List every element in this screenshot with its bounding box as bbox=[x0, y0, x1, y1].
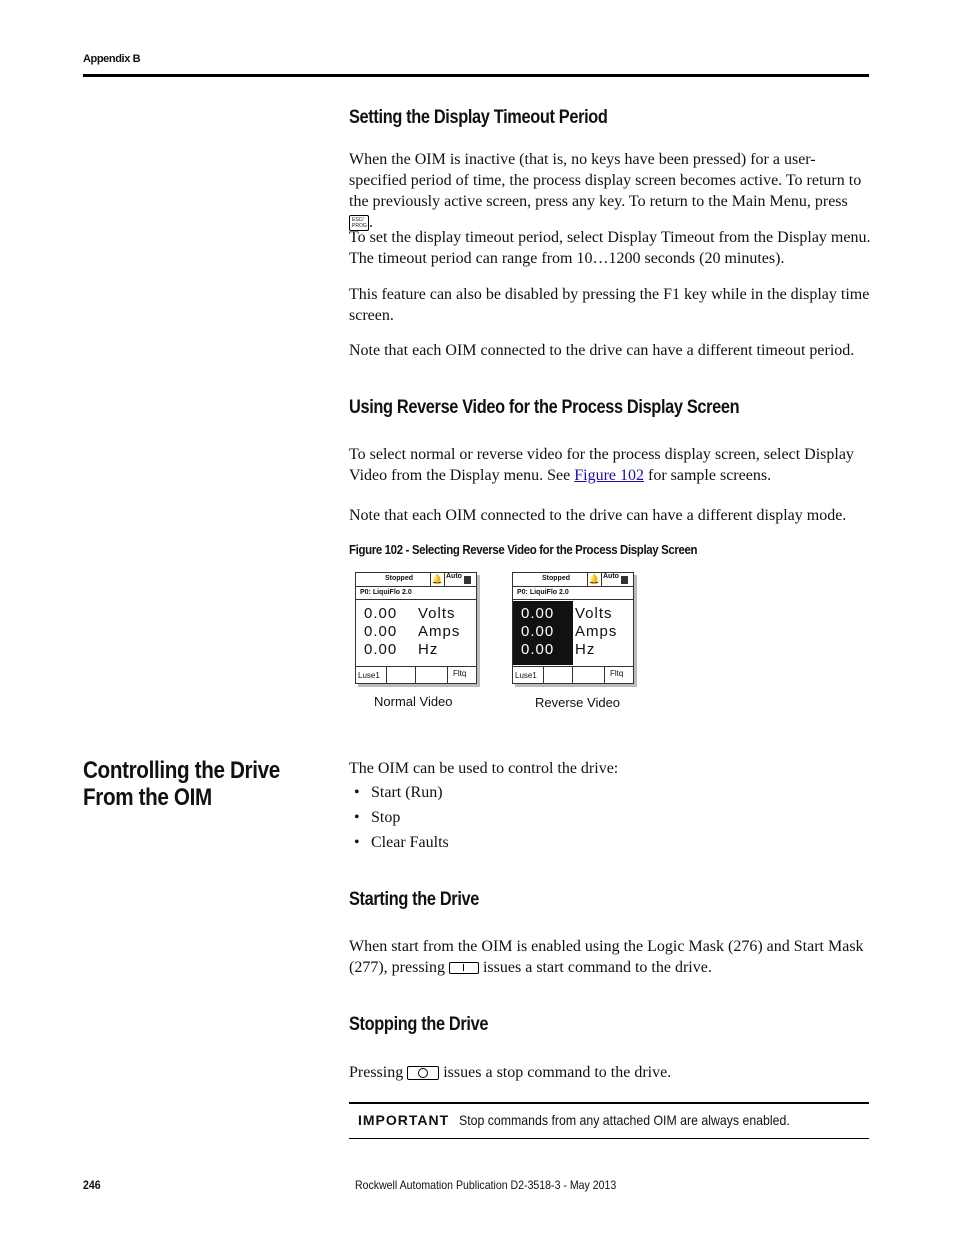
paragraph-timeout-2: To set the display timeout period, select Display Timeout from the Display menu. The timeout period can range from 10…1200 seconds (20 minutes). bbox=[349, 229, 871, 267]
heading-starting-drive: Starting the Drive bbox=[349, 889, 480, 910]
figure-102-link[interactable]: Figure 102 bbox=[574, 467, 644, 484]
heading-display-timeout: Setting the Display Timeout Period bbox=[349, 107, 608, 128]
lock-icon bbox=[621, 576, 628, 584]
esc-prog-key-icon: ESC/ PROG bbox=[349, 215, 369, 231]
oim-value: 0.00 bbox=[364, 605, 398, 622]
oim-values bbox=[356, 601, 416, 665]
oim-values bbox=[513, 601, 573, 665]
oim-unit: Hz bbox=[418, 641, 439, 658]
oim-value: 0.00 bbox=[521, 641, 555, 658]
oim-screen-normal bbox=[355, 572, 477, 684]
oim-unit: Volts bbox=[575, 605, 613, 622]
oim-status-bar bbox=[356, 573, 476, 587]
list-item: • Start (Run) bbox=[349, 782, 871, 807]
oim-status: Stopped bbox=[385, 575, 413, 582]
divider bbox=[386, 667, 416, 684]
oim-mode: Auto bbox=[446, 573, 462, 580]
page-number: 246 bbox=[83, 1178, 101, 1192]
heading-stopping-drive: Stopping the Drive bbox=[349, 1014, 489, 1035]
oim-status: Stopped bbox=[542, 575, 570, 582]
figure-label-normal: Normal Video bbox=[374, 694, 453, 709]
divider bbox=[543, 667, 573, 684]
oim-screen-reverse bbox=[512, 572, 634, 684]
paragraph-stopping-pre: Pressing bbox=[349, 1064, 408, 1081]
header-rule bbox=[83, 74, 869, 77]
important-text: Stop commands from any attached OIM are always enabled. bbox=[459, 1112, 790, 1128]
publication-footer: Rockwell Automation Publication D2-3518-3 - May 2013 bbox=[355, 1178, 617, 1192]
lock-icon bbox=[464, 576, 471, 584]
divider bbox=[604, 667, 605, 684]
divider bbox=[513, 599, 633, 600]
oim-value: 0.00 bbox=[521, 605, 555, 622]
oim-value: 0.00 bbox=[364, 623, 398, 640]
oim-unit: Hz bbox=[575, 641, 596, 658]
bell-icon: 🔔 bbox=[588, 574, 601, 584]
paragraph-reverse-1-pre: To select normal or reverse video for the process display screen, select Display Video from the Display menu. See bbox=[349, 446, 854, 484]
oim-value: 0.00 bbox=[364, 641, 398, 658]
paragraph-stopping-post: issues a stop command to the drive. bbox=[439, 1064, 672, 1081]
oim-units bbox=[573, 601, 631, 665]
important-top-rule bbox=[349, 1102, 869, 1104]
figure-caption: Figure 102 - Selecting Reverse Video for the Process Display Screen bbox=[349, 542, 698, 557]
period: . bbox=[369, 214, 373, 231]
paragraph-timeout-1-text: When the OIM is inactive (that is, no keys have been pressed) for a user-specified period of time, the process display screen becomes active. To return to the previously active screen, press any key. To return to the Main Menu, press bbox=[349, 151, 862, 210]
oim-softkey-right: Fltq bbox=[453, 669, 467, 678]
paragraph-reverse-1-post: for sample screens. bbox=[644, 467, 772, 484]
running-header: Appendix B bbox=[83, 53, 141, 65]
paragraph-controlling-intro: The OIM can be used to control the drive: bbox=[349, 760, 619, 777]
paragraph-reverse-1 bbox=[349, 444, 871, 486]
stop-key-icon bbox=[407, 1066, 439, 1080]
oim-softkey-bar bbox=[356, 666, 476, 684]
oim-units bbox=[416, 601, 474, 665]
oim-status-bar bbox=[513, 573, 633, 587]
oim-unit: Amps bbox=[418, 623, 461, 640]
important-label: IMPORTANT bbox=[358, 1112, 450, 1128]
oim-softkey-left: Luse1 bbox=[515, 671, 537, 680]
list-item: • Stop bbox=[349, 807, 871, 832]
list-item: • Clear Faults bbox=[349, 832, 871, 857]
figure-label-reverse: Reverse Video bbox=[535, 695, 621, 710]
start-key-icon bbox=[449, 962, 479, 974]
paragraph-reverse-2: Note that each OIM connected to the drive can have a different display mode. bbox=[349, 507, 847, 524]
oim-softkey-left: Luse1 bbox=[358, 671, 380, 680]
oim-softkey-right: Fltq bbox=[610, 669, 624, 678]
paragraph-starting-post: issues a start command to the drive. bbox=[478, 959, 712, 976]
bell-icon: 🔔 bbox=[431, 574, 444, 584]
important-bottom-rule bbox=[349, 1138, 869, 1139]
oim-unit: Volts bbox=[418, 605, 456, 622]
paragraph-stopping bbox=[349, 1062, 871, 1083]
oim-param-line: P0: LiquiFlo 2.0 bbox=[517, 589, 569, 596]
control-bullet-list bbox=[349, 782, 871, 857]
oim-param-line: P0: LiquiFlo 2.0 bbox=[360, 589, 412, 596]
oim-value: 0.00 bbox=[521, 623, 555, 640]
paragraph-timeout-3: This feature can also be disabled by pressing the F1 key while in the display time screen. bbox=[349, 286, 870, 324]
paragraph-timeout-1 bbox=[349, 149, 871, 233]
paragraph-timeout-4: Note that each OIM connected to the drive can have a different timeout period. bbox=[349, 342, 855, 359]
oim-softkey-bar bbox=[513, 666, 633, 684]
paragraph-starting bbox=[349, 936, 871, 978]
oim-mode: Auto bbox=[603, 573, 619, 580]
start-key-glyph bbox=[463, 964, 464, 971]
heading-reverse-video: Using Reverse Video for the Process Display Screen bbox=[349, 397, 740, 418]
divider bbox=[447, 667, 448, 684]
heading-controlling-drive: Controlling the Drive From the OIM bbox=[83, 757, 280, 811]
divider bbox=[356, 599, 476, 600]
oim-unit: Amps bbox=[575, 623, 618, 640]
stop-key-glyph bbox=[418, 1068, 428, 1078]
paragraph-starting-pre: When start from the OIM is enabled using the Logic Mask (276) and Start Mask (277), pressing bbox=[349, 938, 864, 976]
